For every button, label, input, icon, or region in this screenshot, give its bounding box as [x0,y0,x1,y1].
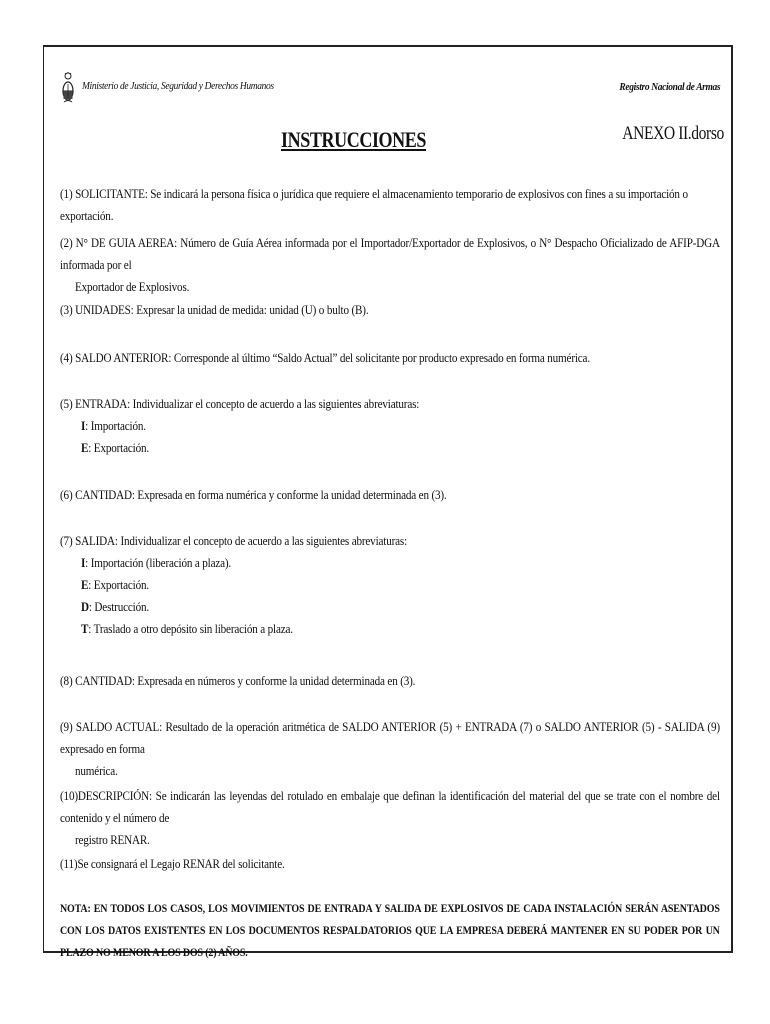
note-text: NOTA: EN TODOS LOS CASOS, LOS MOVIMIENTOS DE ENTRADA Y SALIDA DE EXPLOSIVOS DE CADA INSTALACIÓN SERÁN ASENTADOS CON LOS DATOS EXISTENTES EN LOS DOCUMENTOS RESPALDATORIOS QUE LA EMPRESA DEBERÁ MANTENER EN SU PODER POR UN PLAZO NO MENOR A LOS DOS (2) AÑOS. [60,901,720,959]
instruction-text: (6) CANTIDAD: Expresada en forma numérica y conforme la unidad determinada en (3). [60,487,447,502]
registry-name: Registro Nacional de Armas [619,81,720,93]
coat-of-arms-icon [62,72,74,104]
instruction-10 [60,785,720,851]
abbreviation-code: I [81,418,86,433]
instruction-text: (11)Se consignará el Legajo RENAR del solicitante. [60,856,285,871]
abbreviation-entry [81,618,741,640]
abbreviation-code: E [81,577,89,592]
note-paragraph [60,897,720,963]
instruction-6 [60,484,720,506]
instruction-text-continued: registro RENAR. [75,832,150,847]
abbreviation-entry [81,596,741,618]
page-title: INSTRUCCIONES [281,127,427,152]
abbreviation-entry [81,552,741,574]
abbreviation-meaning: : Destrucción. [88,599,149,614]
instruction-text-continued: numérica. [75,763,118,778]
abbreviation-code: I [81,555,86,570]
abbreviation-meaning: : Traslado a otro depósito sin liberación a plaza. [88,621,293,636]
instruction-7 [60,530,720,640]
instruction-text: (2) N° DE GUIA AEREA: Número de Guía Aérea informada por el Importador/Exportador de Explosivos, o N° Despacho Oficializado de AFIP-DGA informada por el [60,235,720,272]
annex-label: ANEXO II.dorso [622,123,724,144]
abbreviation-meaning: : Exportación. [88,440,149,455]
abbreviation-entry [81,437,741,459]
abbreviation-meaning: : Exportación. [88,577,149,592]
instruction-text: (1) SOLICITANTE: Se indicará la persona física o jurídica que requiere el almacenamiento temporario de explosivos con fines a su importación o exportación. [60,186,688,223]
instruction-9 [60,716,720,782]
instruction-text-continued: Exportador de Explosivos. [75,279,190,294]
abbreviation-meaning: : Importación (liberación a plaza). [85,555,232,570]
abbreviation-entry [81,574,741,596]
instruction-text: (3) UNIDADES: Expresar la unidad de medida: unidad (U) o bulto (B). [60,302,369,317]
abbreviation-code: T [81,621,89,636]
instruction-text: (5) ENTRADA: Individualizar el concepto de acuerdo a las siguientes abreviaturas: [60,396,420,411]
instruction-8 [60,670,720,692]
instruction-text: (4) SALDO ANTERIOR: Corresponde al último “Saldo Actual” del solicitante por producto expresado en forma numérica. [60,350,590,365]
ministry-name: Ministerio de Justicia, Seguridad y Derechos Humanos [82,80,274,92]
instruction-text: (9) SALDO ACTUAL: Resultado de la operación aritmética de SALDO ANTERIOR (5) + ENTRADA (7) o SALDO ANTERIOR (5) - SALIDA (9) expresado en forma [60,719,720,756]
abbreviation-entry [81,415,741,437]
instruction-text: (10)DESCRIPCIÓN: Se indicarán las leyendas del rotulado en embalaje que definan la identificación del material del que se trate con el nombre del contenido y el número de [60,788,720,825]
abbreviation-code: D [81,599,89,614]
header [62,72,722,104]
instruction-11 [60,853,720,875]
instruction-5 [60,393,720,459]
instruction-3 [60,299,720,321]
instruction-1 [60,183,720,227]
instruction-text: (7) SALIDA: Individualizar el concepto de acuerdo a las siguientes abreviaturas: [60,533,408,548]
abbreviation-meaning: : Importación. [85,418,146,433]
instruction-text: (8) CANTIDAD: Expresada en números y conforme la unidad determinada en (3). [60,673,416,688]
instruction-2 [60,232,720,298]
instruction-4 [60,347,720,369]
abbreviation-code: E [81,440,89,455]
